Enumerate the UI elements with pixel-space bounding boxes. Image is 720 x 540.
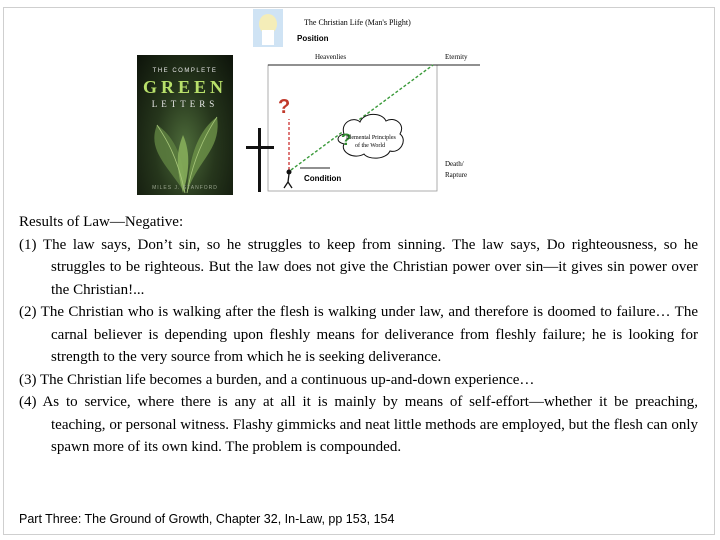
book-cover-image — [137, 55, 233, 195]
eternity-label: Eternity — [445, 53, 468, 61]
point-4: (4) As to service, where there is any at all it is mainly by means of self-effort—whether it be preaching, teaching, or personal witness. Flashy gimmicks and neat little methods are employed, but the flesh can only spawn more of its own kind. The problem is compounded. — [19, 394, 698, 455]
citation: Part Three: The Ground of Growth, Chapter 32, In-Law, pp 153, 154 — [19, 512, 395, 526]
christian-life-diagram — [240, 8, 480, 193]
book-title-top: THE COMPLETE — [152, 68, 218, 74]
book-author: MILES J. STANFORD — [152, 185, 218, 191]
cloud-label-line-2: of the World — [355, 143, 386, 149]
leaf-illustration — [137, 55, 233, 195]
point-2: (2) The Christian who is walking after the flesh is walking under law, and therefore is doomed to failure… The carnal believer is depending upon fleshly means for deliverance from fleshly failure; he is looking for strength to the very source from which he is seeking deliverance. — [19, 304, 698, 365]
position-label: Position — [297, 34, 329, 43]
heavenlies-label: Heavenlies — [315, 53, 347, 61]
rapture-label: Rapture — [445, 171, 468, 179]
results-heading: Results of Law—Negative: — [19, 214, 184, 230]
point-1: (1) The law says, Don’t sin, so he struggles to keep from sinning. The law says, Do righteousness, so he struggles to be righteous. But the law does not give the Christian power over sin—it gives sin power over the Christian!... — [19, 236, 698, 298]
diagram-graphics — [240, 8, 480, 193]
book-title-bottom: LETTERS — [151, 99, 219, 109]
slide-body — [19, 211, 698, 459]
condition-label: Condition — [304, 174, 342, 183]
green-question-icon: ? — [341, 130, 352, 149]
cross-icon — [258, 128, 261, 192]
diagram-title: The Christian Life (Man's Plight) — [304, 18, 411, 27]
red-question-icon: ? — [278, 96, 291, 118]
book-title-main: GREEN — [142, 77, 227, 97]
death-label: Death/ — [445, 160, 464, 168]
point-3: (3) The Christian life becomes a burden, and a continuous up-and-down experience… — [19, 371, 535, 388]
cloud-label-line-1: Elemental Principles — [346, 135, 396, 141]
